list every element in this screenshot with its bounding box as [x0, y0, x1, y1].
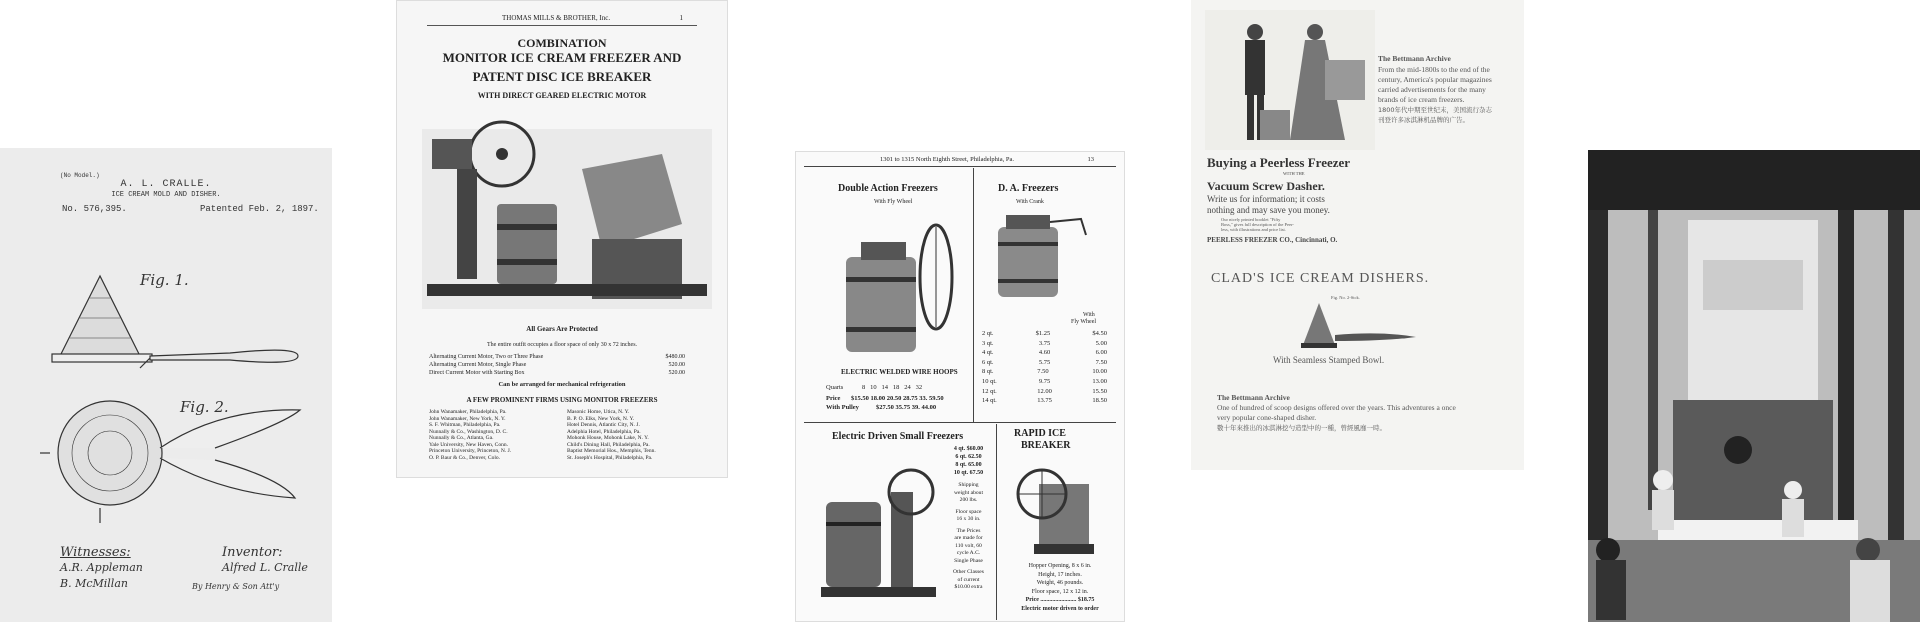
- firm-item: Nunnally & Co., Washington, D. C.: [429, 428, 508, 435]
- price-value: 520.00: [668, 362, 685, 368]
- note-line: Floor space, 12 x 12 in.: [1031, 588, 1089, 595]
- note-line: Other Classes: [953, 569, 984, 575]
- eds-title: Electric Driven Small Freezers: [832, 431, 964, 442]
- bettmann-archive-1: The Bettmann Archive: [1378, 54, 1451, 63]
- price-item: Alternating Current Motor, Single Phase: [429, 362, 527, 368]
- table-cell: 13.00: [1092, 377, 1107, 385]
- table-cell: 5.00: [1095, 339, 1107, 347]
- desc-line: brands of ice cream freezers.: [1378, 95, 1465, 104]
- note-line: The Prices: [956, 527, 981, 534]
- catalog-rule-v2: [996, 424, 997, 620]
- peerless-body-2: nothing and may save you money.: [1207, 205, 1330, 215]
- quarts-label: Quarts: [826, 384, 844, 391]
- desc-line: carried advertisements for the many: [1378, 85, 1486, 94]
- mills-price-row: [429, 362, 685, 368]
- firm-item: St. Joseph's Hospital, Philadelphia, Pa.: [567, 454, 653, 461]
- mills-firms-right: [567, 409, 656, 461]
- price-item: Alternating Current Motor, Two or Three Phase: [429, 354, 544, 360]
- bettmann-desc-2-cn: 數十年來推出的冰淇淋挖勺造型中的一種，曾經風靡一時。: [1217, 424, 1386, 432]
- quarts-row: 8 10 14 18 24 32: [862, 384, 923, 391]
- note-line: Price ........................ $18.75: [1025, 597, 1095, 604]
- price-item: 4 qt. $60.00: [953, 446, 984, 452]
- clad-disher-illustration: [1291, 295, 1431, 355]
- table-cell: 2 qt.: [982, 330, 994, 337]
- note-line: of current: [957, 576, 980, 583]
- fly-head-2: Fly Wheel: [1071, 319, 1097, 325]
- fig1-drawing: [52, 276, 298, 368]
- patent-title: ICE CREAM MOLD AND DISHER.: [111, 191, 221, 199]
- inventor-signature: Alfred L. Cralle: [222, 561, 308, 574]
- table-cell: $1.25: [1035, 330, 1051, 337]
- dA-price-table: [982, 329, 1107, 406]
- peerless-small-1: Our nicely printed booklet "Fifty: [1221, 217, 1281, 222]
- mills-page: 1: [679, 14, 683, 22]
- note-line: Hopper Opening, 8 x 6 in.: [1028, 563, 1092, 569]
- catalog-page-panel: [795, 151, 1125, 622]
- table-cell: 6 qt.: [982, 358, 994, 366]
- firm-item: Yale University, New Haven, Conn.: [429, 441, 508, 448]
- mills-price-row: [429, 370, 685, 376]
- catalog-rule-mid: [804, 422, 1116, 423]
- fig1-label: Fig. 1.: [140, 271, 189, 289]
- price-item: 10 qt. 67.50: [953, 470, 984, 476]
- rib-notes: [1001, 562, 1119, 614]
- pulley-row: $27.50 35.75 39. 44.00: [876, 404, 937, 411]
- price-label: Price: [826, 395, 841, 402]
- table-cell: 3.75: [1038, 339, 1051, 347]
- note-line: 16 x 30 in.: [956, 516, 981, 522]
- dA-freezer-illustration: [976, 207, 1121, 302]
- note-line: Floor space: [955, 508, 982, 515]
- table-row: [982, 387, 1107, 397]
- note-line: $10.00 extra: [954, 584, 983, 590]
- firm-item: John Wanamaker, Philadelphia, Pa.: [429, 409, 507, 415]
- eds-prices: [941, 445, 996, 477]
- clad-fig: Fig. No. 2-Stck.: [1331, 295, 1360, 300]
- price-row: $15.50 18.00 20.50 28.75 33. 59.50: [851, 395, 944, 402]
- eds-notes: [941, 482, 996, 592]
- table-cell: 10 qt.: [982, 377, 997, 385]
- peerless-with: WITH THE: [1283, 171, 1305, 176]
- peerless-small-3: less, with illustrations and price list.: [1221, 227, 1286, 232]
- desc-line: century, America's popular magazines: [1378, 75, 1492, 84]
- note-line: 110 volt, 60: [955, 542, 982, 549]
- table-cell: 14 qt.: [982, 397, 997, 405]
- mills-ad-panel: [396, 0, 728, 478]
- peerless-small-2: Boss," gives full description of the Peer-: [1221, 222, 1294, 227]
- fly-head-1: With: [1083, 312, 1095, 318]
- table-cell: 4.60: [1038, 349, 1051, 357]
- mills-price-row: [429, 354, 685, 360]
- peerless-title: Buying a Peerless Freezer: [1207, 155, 1351, 170]
- patent-date: Patented Feb. 2, 1897.: [200, 204, 319, 214]
- bettmann-desc-2-line-1: One of hundred of scoop designs offered over the years. This adventures a once: [1217, 403, 1456, 412]
- mills-firms-left: [429, 409, 511, 461]
- price-value: 520.00: [668, 370, 685, 376]
- witness-2: B. McMillan: [60, 577, 128, 590]
- table-row: [982, 339, 1107, 349]
- note-line: cycle A.C.: [956, 550, 981, 556]
- firm-item: Mohonk House, Mohonk Lake, N. Y.: [567, 435, 649, 441]
- parlor-photo-illustration: [1588, 150, 1920, 622]
- note-line: Single Phase: [954, 557, 983, 564]
- mills-machine-illustration: [397, 109, 728, 309]
- firm-item: Nunnally & Co., Atlanta, Ga.: [429, 435, 494, 441]
- attorney-signature: By Henry & Son Att'y: [192, 582, 280, 591]
- firm-item: Child's Dining Hall, Philadelphia, Pa.: [567, 441, 650, 448]
- price-item: 6 qt. 62.50: [955, 454, 982, 460]
- mills-header-rule: [427, 25, 697, 26]
- table-row: [982, 367, 1107, 377]
- peerless-dasher: Vacuum Screw Dasher.: [1207, 179, 1325, 193]
- firm-item: Hotel Dennis, Atlantic City, N. J.: [567, 422, 640, 428]
- table-cell: 12 qt.: [982, 387, 997, 395]
- mills-title-3: PATENT DISC ICE BREAKER: [472, 69, 652, 84]
- mills-header: THOMAS MILLS & BROTHER, Inc.: [502, 14, 611, 22]
- price-item: 8 qt. 65.00: [955, 462, 982, 468]
- table-cell: 7.50: [1095, 358, 1107, 366]
- table-cell: $4.50: [1092, 330, 1107, 337]
- bettmann-panel: [1191, 0, 1524, 470]
- bettmann-desc-1: [1378, 65, 1492, 125]
- table-cell: 7.50: [1037, 368, 1049, 376]
- table-cell: 3 qt.: [982, 339, 994, 347]
- table-row: [982, 377, 1107, 387]
- desc-line-cn: 1800年代中期至世纪末，美国流行杂志: [1378, 106, 1493, 114]
- table-cell: 8 qt.: [982, 368, 994, 376]
- mills-caption: All Gears Are Protected: [526, 325, 598, 333]
- clad-title: CLAD'S ICE CREAM DISHERS.: [1211, 271, 1430, 286]
- table-row: [982, 348, 1107, 358]
- note-line: 200 lbs.: [959, 497, 978, 503]
- table-cell: 18.50: [1092, 397, 1107, 405]
- firm-item: John Wanamaker, New York, N. Y.: [429, 415, 506, 422]
- da-hoops: ELECTRIC WELDED WIRE HOOPS: [841, 368, 958, 376]
- dA-subtitle: With Crank: [1016, 199, 1044, 205]
- rib-title-1: RAPID ICE: [1014, 428, 1066, 439]
- price-value: $480.00: [665, 354, 685, 360]
- witnesses-label: Witnesses:: [60, 545, 131, 560]
- note-line: Weight, 46 pounds.: [1036, 580, 1084, 587]
- desc-line-cn: 刊登许多冰淇淋机品牌的广告。: [1378, 116, 1469, 124]
- mills-firms-heading: A FEW PROMINENT FIRMS USING MONITOR FREEZERS: [466, 396, 658, 404]
- firm-item: Masonic Home, Utica, N. Y.: [567, 409, 630, 415]
- table-row: [982, 396, 1107, 406]
- table-row: [982, 329, 1107, 339]
- inventor-label: Inventor:: [222, 545, 283, 560]
- firm-item: Adelphia Hotel, Philadelphia, Pa.: [567, 428, 641, 435]
- note-line: are made for: [954, 535, 983, 541]
- couple-engraving: [1205, 10, 1375, 150]
- peerless-company: PEERLESS FREEZER CO., Cincinnati, O.: [1207, 236, 1338, 244]
- mills-title-2: MONITOR ICE CREAM FREEZER AND: [442, 50, 682, 65]
- patent-drawing-panel: [0, 148, 332, 622]
- patent-inventor-name: A. L. CRALLE.: [120, 179, 212, 190]
- mills-floor-note: The entire outfit occupies a floor space of only 30 x 72 inches.: [486, 342, 638, 348]
- patent-model: (No Model.): [60, 172, 100, 179]
- mills-subtitle: WITH DIRECT GEARED ELECTRIC MOTOR: [477, 91, 647, 100]
- price-item: Direct Current Motor with Starting Box: [429, 370, 525, 376]
- da-subtitle: With Fly Wheel: [874, 199, 913, 205]
- fig2-label: Fig. 2.: [180, 398, 229, 416]
- firm-item: O. P. Baur & Co., Denver, Colo.: [429, 454, 500, 461]
- fig2-drawing: [40, 398, 300, 523]
- mills-price-list: [429, 354, 685, 384]
- note-line: Shipping: [958, 482, 979, 488]
- table-cell: 5.75: [1038, 358, 1051, 366]
- clad-caption: With Seamless Stamped Bowl.: [1273, 355, 1385, 365]
- mills-refrigeration: Can be arranged for mechanical refrigeration: [498, 381, 626, 388]
- rib-title-2: BREAKER: [1021, 440, 1071, 451]
- desc-line: From the mid-1800s to the end of the: [1378, 65, 1490, 74]
- catalog-page: 13: [1087, 156, 1094, 163]
- da-title: Double Action Freezers: [838, 183, 938, 194]
- patent-number: No. 576,395.: [62, 204, 127, 214]
- catalog-header: 1301 to 1315 North Eighth Street, Philadelphia, Pa.: [880, 156, 1014, 163]
- witness-1: A.R. Appleman: [60, 561, 143, 574]
- note-line: Electric motor driven to order: [1021, 605, 1099, 612]
- dA-title: D. A. Freezers: [998, 183, 1059, 194]
- da-freezer-illustration: [806, 207, 976, 362]
- firm-item: Baptist Memorial Hos., Memphis, Tenn.: [567, 448, 656, 454]
- table-cell: 10.00: [1092, 368, 1107, 376]
- eds-illustration: [816, 452, 956, 602]
- note-line: Height, 17 inches.: [1038, 571, 1082, 578]
- ice-cream-parlor-photo: [1588, 150, 1920, 622]
- table-cell: 4 qt.: [982, 349, 994, 357]
- pulley-label: With Pulley: [826, 404, 859, 411]
- table-cell: 6.00: [1095, 349, 1107, 357]
- firm-item: S. F. Whitman, Philadelphia, Pa.: [429, 422, 501, 428]
- table-cell: 9.75: [1038, 377, 1051, 385]
- table-cell: 13.75: [1037, 397, 1052, 405]
- peerless-body-1: Write us for information; it costs: [1207, 194, 1325, 204]
- catalog-rule-top: [804, 166, 1116, 167]
- table-cell: 15.50: [1092, 387, 1107, 395]
- note-line: weight about: [953, 489, 984, 496]
- firm-item: B. P. O. Elks, New York, N. Y.: [567, 415, 635, 422]
- rib-illustration: [1004, 454, 1114, 564]
- bettmann-archive-2: The Bettmann Archive: [1217, 393, 1290, 402]
- table-row: [982, 358, 1107, 368]
- mills-title-1: COMBINATION: [517, 36, 607, 50]
- firm-item: Princeton University, Princeton, N. J.: [429, 448, 512, 454]
- bettmann-desc-2-line-2: very popular cone-shaped disher.: [1217, 413, 1317, 422]
- table-cell: 12.00: [1037, 387, 1052, 395]
